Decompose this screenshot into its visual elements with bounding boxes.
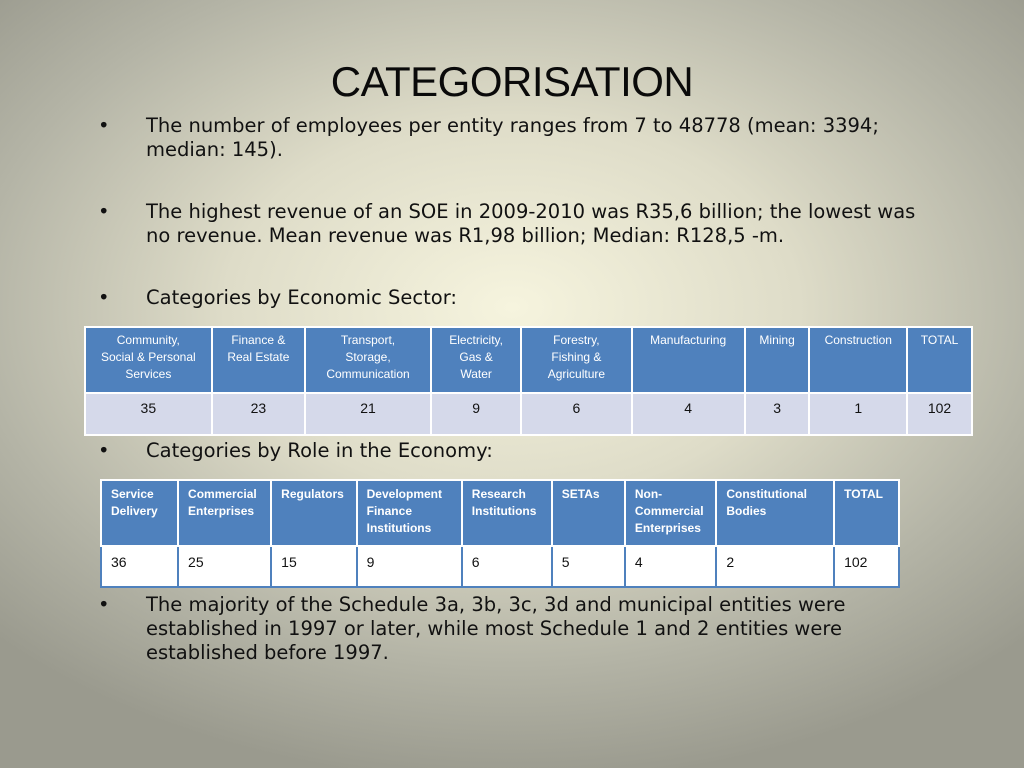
header-cell: Electricity, Gas & Water bbox=[431, 327, 521, 393]
table-header-row bbox=[101, 480, 899, 546]
header-cell: Regulators bbox=[271, 480, 356, 546]
value-cell: 6 bbox=[521, 393, 631, 435]
bullet-text: Categories by Economic Sector: bbox=[146, 286, 457, 309]
bullet-dot: • bbox=[98, 200, 110, 223]
value-cell: 6 bbox=[462, 546, 552, 587]
value-cell: 4 bbox=[625, 546, 716, 587]
table-header-row bbox=[85, 327, 972, 393]
header-cell: TOTAL bbox=[834, 480, 899, 546]
value-cell: 36 bbox=[101, 546, 178, 587]
value-cell: 5 bbox=[552, 546, 625, 587]
value-cell: 102 bbox=[834, 546, 899, 587]
header-cell: Construction bbox=[809, 327, 907, 393]
header-cell: Manufacturing bbox=[632, 327, 745, 393]
bullet-text: Categories by Role in the Economy: bbox=[146, 439, 493, 462]
header-cell: Finance & Real Estate bbox=[212, 327, 305, 393]
value-cell: 35 bbox=[85, 393, 212, 435]
value-cell: 9 bbox=[357, 546, 462, 587]
bullet-dot: • bbox=[98, 439, 110, 462]
bullet-dot: • bbox=[98, 114, 110, 137]
bullet-dot: • bbox=[98, 286, 110, 309]
table-row bbox=[85, 393, 972, 435]
value-cell: 15 bbox=[271, 546, 356, 587]
header-cell: Constitutional Bodies bbox=[716, 480, 834, 546]
bullet-revenue bbox=[98, 200, 928, 248]
header-cell: Transport, Storage, Communication bbox=[305, 327, 431, 393]
value-cell: 3 bbox=[745, 393, 810, 435]
economic-role-table bbox=[100, 479, 900, 588]
value-cell: 102 bbox=[907, 393, 972, 435]
bullet-establishment bbox=[98, 593, 928, 665]
bullet-text: The highest revenue of an SOE in 2009-2010 was R35,6 billion; the lowest was no revenue. Mean revenue was R1,98 billion; Median: R128,5 -m. bbox=[146, 200, 916, 247]
header-cell: Mining bbox=[745, 327, 810, 393]
bullet-employees bbox=[98, 114, 928, 162]
header-cell: Service Delivery bbox=[101, 480, 178, 546]
bullet-role-heading bbox=[98, 439, 928, 463]
value-cell: 23 bbox=[212, 393, 305, 435]
header-cell: Non- Commercial Enterprises bbox=[625, 480, 716, 546]
header-cell: Development Finance Institutions bbox=[357, 480, 462, 546]
header-cell: Forestry, Fishing & Agriculture bbox=[521, 327, 631, 393]
bullet-dot: • bbox=[98, 593, 110, 616]
header-cell: Commercial Enterprises bbox=[178, 480, 271, 546]
bullet-sector-heading bbox=[98, 286, 928, 310]
header-cell: Community, Social & Personal Services bbox=[85, 327, 212, 393]
table-row bbox=[101, 546, 899, 587]
slide-title: CATEGORISATION bbox=[330, 58, 694, 105]
header-cell: Research Institutions bbox=[462, 480, 552, 546]
header-cell: SETAs bbox=[552, 480, 625, 546]
bullet-text: The number of employees per entity ranges from 7 to 48778 (mean: 3394; median: 145). bbox=[146, 114, 879, 161]
value-cell: 2 bbox=[716, 546, 834, 587]
header-cell: TOTAL bbox=[907, 327, 972, 393]
bullet-text: The majority of the Schedule 3a, 3b, 3c, 3d and municipal entities were established in 1997 or later, while most Schedule 1 and 2 entities were established before 1997. bbox=[146, 593, 846, 664]
value-cell: 25 bbox=[178, 546, 271, 587]
value-cell: 4 bbox=[632, 393, 745, 435]
value-cell: 1 bbox=[809, 393, 907, 435]
value-cell: 21 bbox=[305, 393, 431, 435]
economic-sector-table bbox=[84, 326, 973, 436]
value-cell: 9 bbox=[431, 393, 521, 435]
